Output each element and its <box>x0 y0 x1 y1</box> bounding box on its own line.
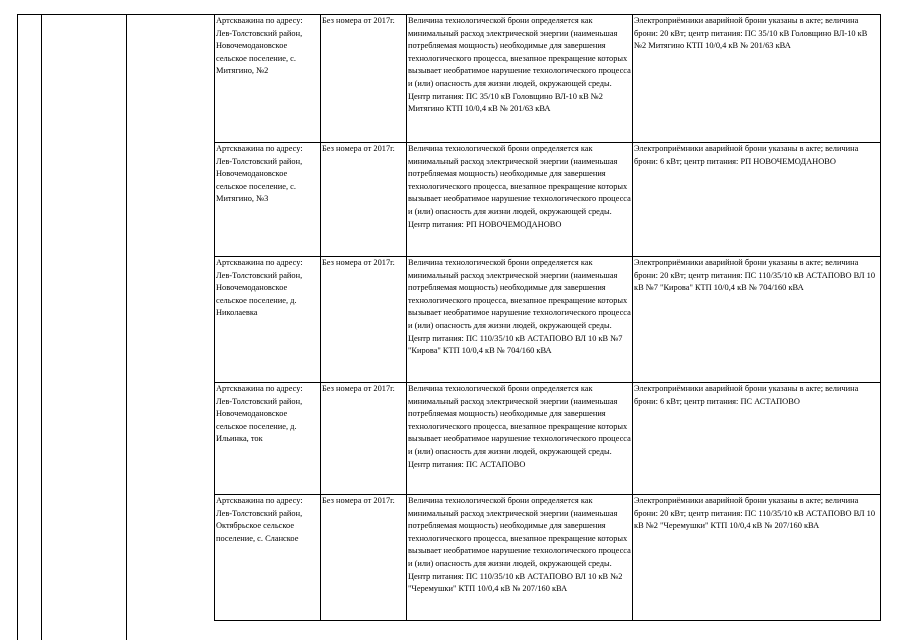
description-cell: Величина технологической брони определяется как минимальный расход электрической энергии (наименьшая потребляемая мощность) необходимые для завершения технологического процесса, внезапное прекращение которых вызывает необратимое нарушение технологического процесса и (или) опасность для жизни людей, окружающей среды. Центр питания: РП НОВОЧЕМОДАНОВО <box>407 143 633 257</box>
receivers-cell: Электроприёмники аварийной брони указаны в акте; величина брони: 6 кВт; центр питания: ПС АСТАПОВО <box>633 383 881 495</box>
description-cell: Величина технологической брони определяется как минимальный расход электрической энергии (наименьшая потребляемая мощность) необходимые для завершения технологического процесса, внезапное прекращение которых вызывает необратимое нарушение технологического процесса и (или) опасность для жизни людей, окружающей среды. Центр питания: ПС 35/10 кВ Головщино ВЛ-10 кВ №2 Митягино КТП 10/0,4 кВ № 201/63 кВА <box>407 15 633 143</box>
table-row <box>215 143 881 257</box>
left-rule-3 <box>126 14 127 640</box>
reserve-table <box>214 14 881 621</box>
act-cell: Без номера от 2017г. <box>321 257 407 383</box>
object-cell: Артскважина по адресу: Лев-Толстовский район, Новочемодановское сельское поселение, с. Митягино, №2 <box>215 15 321 143</box>
left-rule-1 <box>17 14 18 640</box>
table-row <box>215 383 881 495</box>
table-row <box>215 257 881 383</box>
object-cell: Артскважина по адресу: Лев-Толстовский район, Новочемодановское сельское поселение, с. Митягино, №3 <box>215 143 321 257</box>
act-cell: Без номера от 2017г. <box>321 143 407 257</box>
object-cell: Артскважина по адресу: Лев-Толстовский район, Октябрьское сельское поселение, с. Сланское <box>215 495 321 621</box>
act-cell: Без номера от 2017г. <box>321 15 407 143</box>
description-cell: Величина технологической брони определяется как минимальный расход электрической энергии (наименьшая потребляемая мощность) необходимые для завершения технологического процесса, внезапное прекращение которых вызывает необратимое нарушение технологического процесса и (или) опасность для жизни людей, окружающей среды. Центр питания: ПС 110/35/10 кВ АСТАПОВО ВЛ 10 кВ №7 "Кирова" КТП 10/0,4 кВ № 704/160 кВА <box>407 257 633 383</box>
receivers-cell: Электроприёмники аварийной брони указаны в акте; величина брони: 20 кВт; центр питания: ПС 110/35/10 кВ АСТАПОВО ВЛ 10 кВ №7 "Кирова" КТП 10/0,4 кВ № 704/160 кВА <box>633 257 881 383</box>
description-cell: Величина технологической брони определяется как минимальный расход электрической энергии (наименьшая потребляемая мощность) необходимые для завершения технологического процесса, внезапное прекращение которых вызывает необратимое нарушение технологического процесса и (или) опасность для жизни людей, окружающей среды. Центр питания: ПС 110/35/10 кВ АСТАПОВО ВЛ 10 кВ №2 "Черемушки" КТП 10/0,4 кВ № 207/160 кВА <box>407 495 633 621</box>
table-row <box>215 495 881 621</box>
act-cell: Без номера от 2017г. <box>321 383 407 495</box>
object-cell: Артскважина по адресу: Лев-Толстовский район, Новочемодановское сельское поселение, д. Ильинка, ток <box>215 383 321 495</box>
receivers-cell: Электроприёмники аварийной брони указаны в акте; величина брони: 20 кВт; центр питания: ПС 35/10 кВ Головщино ВЛ-10 кВ №2 Митягино КТП 10/0,4 кВ № 201/63 кВА <box>633 15 881 143</box>
left-rule-2 <box>41 14 42 640</box>
object-cell: Артскважина по адресу: Лев-Толстовский район, Новочемодановское сельское поселение, д. Николаевка <box>215 257 321 383</box>
receivers-cell: Электроприёмники аварийной брони указаны в акте; величина брони: 6 кВт; центр питания: РП НОВОЧЕМОДАНОВО <box>633 143 881 257</box>
receivers-cell: Электроприёмники аварийной брони указаны в акте; величина брони: 20 кВт; центр питания: ПС 110/35/10 кВ АСТАПОВО ВЛ 10 кВ №2 "Черемушки" КТП 10/0,4 кВ № 207/160 кВА <box>633 495 881 621</box>
table-row <box>215 15 881 143</box>
act-cell: Без номера от 2017г. <box>321 495 407 621</box>
left-top-rule <box>17 14 214 15</box>
description-cell: Величина технологической брони определяется как минимальный расход электрической энергии (наименьшая потребляемая мощность) необходимые для завершения технологического процесса, внезапное прекращение которых вызывает необратимое нарушение технологического процесса и (или) опасность для жизни людей, окружающей среды. Центр питания: ПС АСТАПОВО <box>407 383 633 495</box>
